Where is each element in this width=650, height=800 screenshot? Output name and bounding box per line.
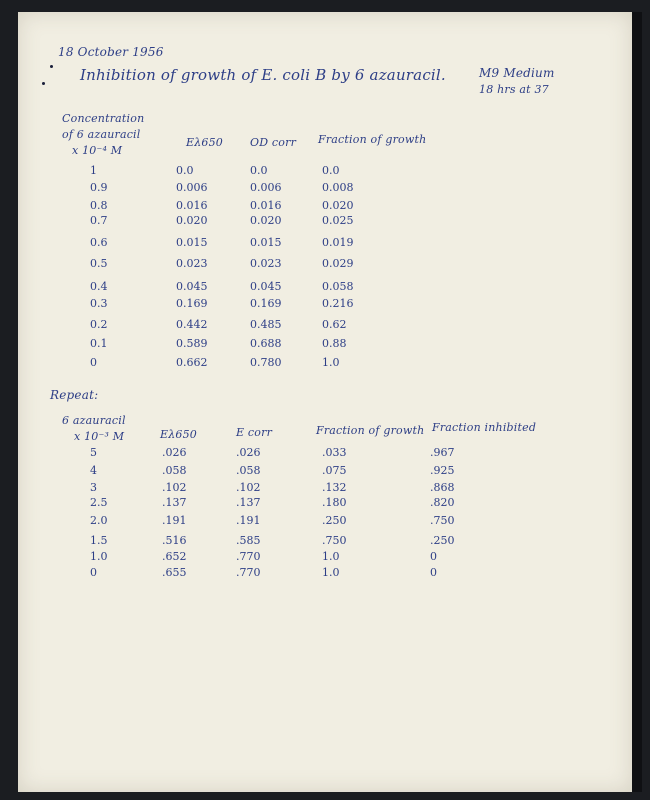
table2-cell-ecorr: .585 bbox=[236, 534, 261, 547]
table2-cell-fraction-growth: .180 bbox=[322, 496, 347, 509]
table1-cell-concentration: 0.4 bbox=[90, 280, 108, 293]
table1-cell-e650: 0.023 bbox=[176, 257, 208, 270]
date-line: 18 October 1956 bbox=[58, 45, 164, 59]
table1-cell-fraction: 0.058 bbox=[322, 280, 354, 293]
table2-header-fraction-inhibited: Fraction inhibited bbox=[432, 421, 537, 434]
table2-cell-ecorr: .026 bbox=[236, 446, 261, 459]
table2-cell-fraction-inhibited: .967 bbox=[430, 446, 455, 459]
table1-cell-odcorr: 0.006 bbox=[250, 181, 282, 194]
table1-header-odcorr: OD corr bbox=[250, 136, 297, 149]
table1-header-fraction: Fraction of growth bbox=[318, 133, 427, 146]
table1-cell-fraction: 0.019 bbox=[322, 236, 354, 249]
table2-cell-fraction-growth: .250 bbox=[322, 514, 347, 527]
table1-cell-fraction: 0.008 bbox=[322, 181, 354, 194]
table1-cell-fraction: 0.0 bbox=[322, 164, 340, 177]
table2-header-fraction-growth: Fraction of growth bbox=[316, 424, 425, 437]
ink-dot bbox=[50, 65, 53, 68]
table2-cell-fraction-inhibited: .250 bbox=[430, 534, 455, 547]
table1-cell-concentration: 0.2 bbox=[90, 318, 108, 331]
table1-cell-e650: 0.169 bbox=[176, 297, 208, 310]
table1-header-e650: Eλ650 bbox=[186, 136, 223, 149]
table1-cell-fraction: 0.025 bbox=[322, 214, 354, 227]
table1-cell-concentration: 0.7 bbox=[90, 214, 108, 227]
table1-cell-e650: 0.015 bbox=[176, 236, 208, 249]
table2-cell-fraction-growth: 1.0 bbox=[322, 550, 340, 563]
table1-cell-concentration: 0.5 bbox=[90, 257, 108, 270]
table2-cell-ecorr: .058 bbox=[236, 464, 261, 477]
table1-header-units: x 10⁻⁴ M bbox=[72, 144, 123, 157]
table2-cell-fraction-growth: .075 bbox=[322, 464, 347, 477]
repeat-label: Repeat: bbox=[50, 388, 99, 402]
table1-cell-e650: 0.020 bbox=[176, 214, 208, 227]
table1-cell-e650: 0.589 bbox=[176, 337, 208, 350]
table2-cell-concentration: 1.0 bbox=[90, 550, 108, 563]
table2-cell-e650: .516 bbox=[162, 534, 187, 547]
table1-header-concentration: Concentration bbox=[62, 112, 145, 125]
table2-cell-ecorr: .770 bbox=[236, 550, 261, 563]
table2-cell-e650: .058 bbox=[162, 464, 187, 477]
table1-cell-odcorr: 0.0 bbox=[250, 164, 268, 177]
table1-cell-odcorr: 0.780 bbox=[250, 356, 282, 369]
table1-cell-odcorr: 0.169 bbox=[250, 297, 282, 310]
table2-cell-e650: .652 bbox=[162, 550, 187, 563]
table2-cell-ecorr: .770 bbox=[236, 566, 261, 579]
table2-cell-ecorr: .191 bbox=[236, 514, 261, 527]
table2-cell-e650: .655 bbox=[162, 566, 187, 579]
table2-cell-fraction-growth: .750 bbox=[322, 534, 347, 547]
table2-cell-fraction-inhibited: .925 bbox=[430, 464, 455, 477]
table1-cell-concentration: 1 bbox=[90, 164, 97, 177]
table2-cell-fraction-inhibited: 0 bbox=[430, 566, 437, 579]
table2-cell-concentration: 5 bbox=[90, 446, 97, 459]
table1-cell-fraction: 0.88 bbox=[322, 337, 347, 350]
table2-cell-fraction-inhibited: .820 bbox=[430, 496, 455, 509]
table1-cell-odcorr: 0.045 bbox=[250, 280, 282, 293]
table2-header-e650: Eλ650 bbox=[160, 428, 197, 441]
table2-cell-fraction-inhibited: 0 bbox=[430, 550, 437, 563]
table2-cell-e650: .026 bbox=[162, 446, 187, 459]
table1-cell-fraction: 0.62 bbox=[322, 318, 347, 331]
table2-cell-fraction-inhibited: .750 bbox=[430, 514, 455, 527]
table2-cell-ecorr: .102 bbox=[236, 481, 261, 494]
table1-cell-odcorr: 0.485 bbox=[250, 318, 282, 331]
medium-label: M9 Medium bbox=[479, 66, 555, 80]
table2-cell-ecorr: .137 bbox=[236, 496, 261, 509]
table2-cell-fraction-growth: 1.0 bbox=[322, 566, 340, 579]
table1-cell-concentration: 0.3 bbox=[90, 297, 108, 310]
table1-cell-odcorr: 0.016 bbox=[250, 199, 282, 212]
table1-cell-odcorr: 0.015 bbox=[250, 236, 282, 249]
table2-cell-concentration: 3 bbox=[90, 481, 97, 494]
table1-header-compound: of 6 azauracil bbox=[62, 128, 141, 141]
table1-cell-odcorr: 0.023 bbox=[250, 257, 282, 270]
table1-cell-fraction: 0.216 bbox=[322, 297, 354, 310]
table2-header-compound: 6 azauracil bbox=[62, 414, 126, 427]
table2-cell-e650: .102 bbox=[162, 481, 187, 494]
incubation-label: 18 hrs at 37 bbox=[479, 83, 549, 96]
table2-header-ecorr: E corr bbox=[236, 426, 273, 439]
ink-dot bbox=[42, 82, 45, 85]
table2-cell-concentration: 2.5 bbox=[90, 496, 108, 509]
table2-cell-e650: .191 bbox=[162, 514, 187, 527]
table1-cell-e650: 0.016 bbox=[176, 199, 208, 212]
table1-cell-concentration: 0.6 bbox=[90, 236, 108, 249]
table1-cell-concentration: 0.8 bbox=[90, 199, 108, 212]
page-title: Inhibition of growth of E. coli B by 6 azauracil. bbox=[80, 66, 446, 84]
table1-cell-concentration: 0 bbox=[90, 356, 97, 369]
page-edge-shadow bbox=[632, 12, 642, 792]
table1-cell-e650: 0.0 bbox=[176, 164, 194, 177]
table1-cell-odcorr: 0.020 bbox=[250, 214, 282, 227]
table1-cell-fraction: 1.0 bbox=[322, 356, 340, 369]
table2-cell-fraction-growth: .132 bbox=[322, 481, 347, 494]
table1-cell-odcorr: 0.688 bbox=[250, 337, 282, 350]
table2-cell-concentration: 2.0 bbox=[90, 514, 108, 527]
table2-cell-e650: .137 bbox=[162, 496, 187, 509]
table2-cell-concentration: 1.5 bbox=[90, 534, 108, 547]
table1-cell-concentration: 0.1 bbox=[90, 337, 108, 350]
table1-cell-e650: 0.045 bbox=[176, 280, 208, 293]
table2-header-units: x 10⁻³ M bbox=[74, 430, 125, 443]
table1-cell-e650: 0.662 bbox=[176, 356, 208, 369]
table1-cell-concentration: 0.9 bbox=[90, 181, 108, 194]
table2-cell-fraction-inhibited: .868 bbox=[430, 481, 455, 494]
table1-cell-e650: 0.442 bbox=[176, 318, 208, 331]
table2-cell-concentration: 4 bbox=[90, 464, 97, 477]
table1-cell-e650: 0.006 bbox=[176, 181, 208, 194]
table2-cell-fraction-growth: .033 bbox=[322, 446, 347, 459]
table2-cell-concentration: 0 bbox=[90, 566, 97, 579]
table1-cell-fraction: 0.020 bbox=[322, 199, 354, 212]
table1-cell-fraction: 0.029 bbox=[322, 257, 354, 270]
